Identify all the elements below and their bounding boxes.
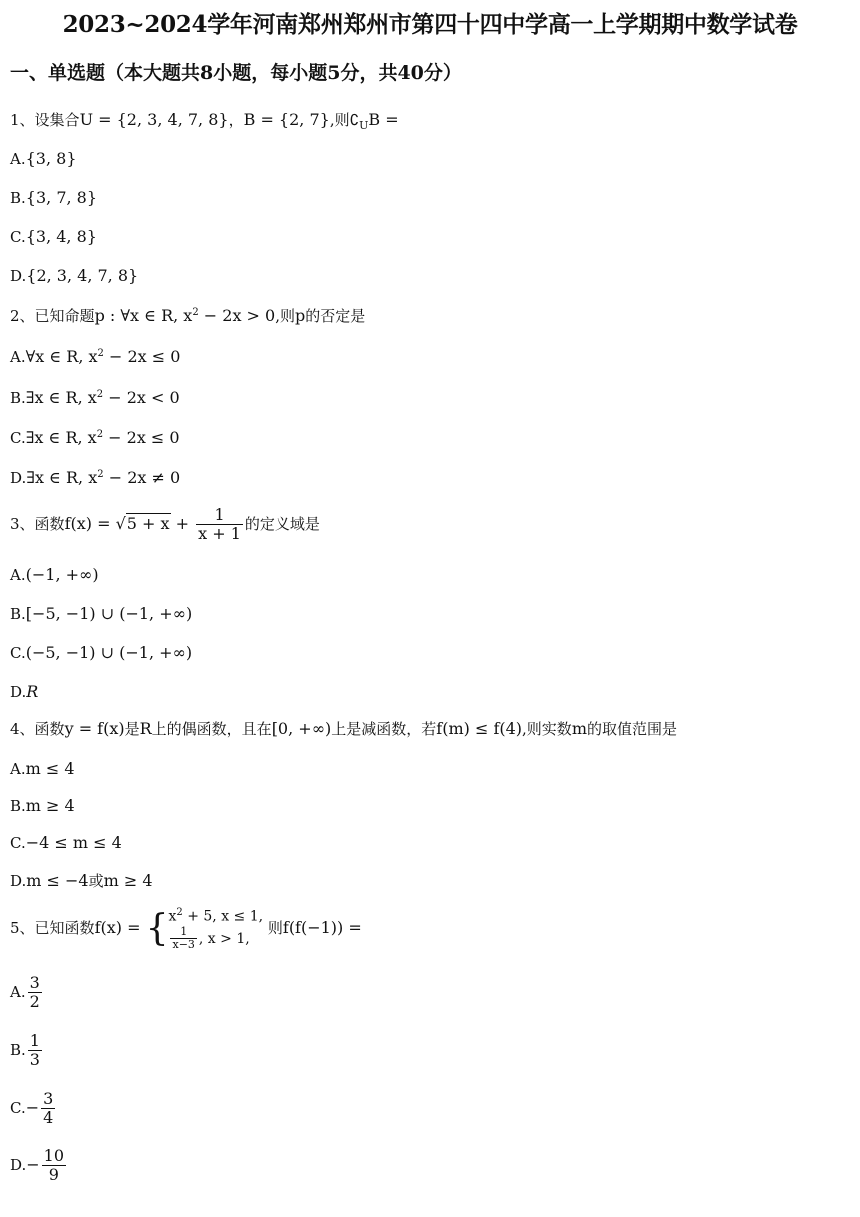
option-letter: A.	[10, 982, 26, 1001]
option-letter: D.	[10, 872, 27, 890]
option-letter: D.	[10, 1155, 27, 1174]
math-expression: U = {2, 3, 4, 7, 8}	[79, 110, 229, 129]
math-superscript: 2	[96, 389, 104, 400]
math-expression: [0, +∞)	[271, 719, 332, 738]
option-value: {3, 8}	[25, 149, 77, 168]
option-letter: C.	[10, 228, 26, 246]
option-value: (−1, +∞)	[25, 565, 99, 584]
option-letter: C.	[10, 429, 26, 447]
option-value: m ≤ 4	[25, 759, 75, 778]
question-number: 3、	[10, 514, 35, 533]
math-superscript: 2	[192, 307, 199, 318]
option-2d[interactable]	[10, 468, 180, 487]
case-expression: + 5, x ≤ 1,	[182, 908, 264, 925]
option-connector: 或	[88, 872, 104, 890]
option-3a[interactable]	[10, 565, 99, 584]
fraction-denominator: 4	[43, 1108, 54, 1128]
option-3b[interactable]	[10, 604, 192, 623]
fraction-numerator: 1	[170, 926, 196, 940]
section-heading: 一、单选题（本大题共8小题，每小题5分，共40分）	[10, 62, 462, 84]
question-1-stem	[10, 110, 399, 132]
option-letter: A.	[10, 150, 26, 168]
option-letter: B.	[10, 1040, 26, 1059]
option-2b[interactable]	[10, 388, 180, 407]
option-value: m ≤ −4	[26, 871, 89, 890]
option-1d[interactable]	[10, 266, 138, 285]
option-5c[interactable]	[10, 1090, 57, 1128]
question-number: 4、	[10, 720, 35, 738]
math-expression: f(m) ≤ f(4)	[436, 719, 523, 738]
option-value: m ≥ 4	[103, 871, 153, 890]
option-sign: −	[25, 1097, 40, 1117]
option-1b[interactable]	[10, 188, 97, 207]
option-4d[interactable]	[10, 871, 153, 890]
question-3-stem	[10, 506, 320, 544]
math-expression: f(x) =	[94, 918, 146, 938]
option-value: ∃x ∈ R, x	[25, 388, 97, 407]
option-letter: B.	[10, 389, 26, 407]
math-superscript: 2	[96, 429, 104, 440]
option-1c[interactable]	[10, 227, 97, 246]
sqrt-expression: √5 + x	[115, 513, 170, 533]
math-superscript: 2	[97, 469, 104, 480]
option-value: ∃x ∈ R, x	[26, 468, 98, 487]
fraction-denominator: x−3	[172, 938, 195, 952]
stem-text: ,则	[275, 307, 296, 325]
piecewise-cases	[168, 906, 263, 952]
question-number: 2、	[10, 307, 35, 325]
question-2-stem	[10, 306, 365, 325]
math-operator: +	[170, 513, 195, 533]
option-letter: D.	[10, 267, 27, 285]
question-number: 5、	[10, 919, 35, 938]
option-letter: C.	[10, 1098, 26, 1117]
case-2	[168, 926, 263, 952]
question-5-stem	[10, 906, 362, 952]
stem-text: 的定义域是	[244, 514, 320, 533]
math-superscript: 2	[97, 348, 104, 359]
option-letter: B.	[10, 189, 26, 207]
radicand: 5 + x	[126, 513, 170, 533]
option-value: − 2x ≤ 0	[103, 428, 180, 447]
option-letter: D.	[10, 683, 27, 701]
fraction	[28, 974, 42, 1012]
fraction	[196, 506, 243, 544]
math-expression: y = f(x)	[64, 719, 125, 738]
option-letter: A.	[10, 760, 26, 778]
math-expression: B = {2, 7}	[243, 110, 330, 129]
option-value: − 2x ≠ 0	[103, 468, 181, 487]
option-1a[interactable]	[10, 149, 77, 168]
math-expression: p	[295, 306, 306, 325]
stem-text: 已知命题	[34, 307, 95, 325]
fraction-denominator: 9	[48, 1165, 59, 1185]
option-3c[interactable]	[10, 643, 192, 662]
math-expression: R	[139, 719, 152, 738]
question-4-stem	[10, 719, 677, 738]
fraction-numerator: 1	[196, 506, 243, 525]
fraction-numerator: 10	[43, 1146, 65, 1165]
stem-text: 上的偶函数，且在	[151, 720, 272, 738]
option-value: [−5, −1) ∪ (−1, +∞)	[25, 604, 193, 623]
fraction-denominator: x + 1	[198, 524, 241, 544]
option-value: {2, 3, 4, 7, 8}	[26, 266, 139, 285]
stem-text: 已知函数	[34, 919, 95, 938]
fraction-numerator: 3	[43, 1089, 54, 1108]
case-expression: x	[168, 908, 177, 925]
case-1	[168, 906, 263, 926]
option-value: (−5, −1) ∪ (−1, +∞)	[25, 643, 193, 662]
option-value: −4 ≤ m ≤ 4	[25, 833, 122, 852]
option-5b[interactable]	[10, 1032, 44, 1070]
stem-text: ,则实数	[522, 720, 572, 738]
stem-text: 是	[124, 720, 140, 738]
option-value: {3, 4, 8}	[25, 227, 97, 246]
option-4a[interactable]	[10, 759, 75, 778]
fraction-denominator: 2	[29, 992, 40, 1012]
stem-text: 设集合	[34, 111, 80, 129]
fraction-numerator: 1	[29, 1031, 40, 1050]
math-expression: f(f(−1)) =	[282, 918, 362, 938]
option-letter: C.	[10, 644, 26, 662]
option-value: − 2x < 0	[103, 388, 180, 407]
option-4c[interactable]	[10, 833, 122, 852]
math-expression: B =	[368, 110, 399, 129]
option-4b[interactable]	[10, 796, 75, 815]
exam-title: 2023~2024学年河南郑州郑州市第四十四中学高一上学期期中数学试卷	[62, 11, 798, 38]
option-2a[interactable]	[10, 347, 180, 366]
fraction-denominator: 3	[29, 1050, 40, 1070]
option-5a[interactable]	[10, 974, 44, 1012]
option-value: m ≥ 4	[25, 796, 75, 815]
option-2c[interactable]	[10, 428, 180, 447]
stem-text: ，	[228, 111, 244, 129]
math-expression: f(x) =	[64, 513, 116, 533]
stem-text: ,则∁	[329, 111, 360, 129]
fraction	[42, 1147, 66, 1185]
math-expression: p : ∀x ∈ R, x	[94, 306, 193, 325]
case-expression: , x > 1,	[198, 930, 250, 947]
option-3d[interactable]	[10, 682, 38, 701]
option-value: ∀x ∈ R, x	[25, 347, 98, 366]
math-subscript: U	[359, 119, 369, 132]
option-value: {3, 7, 8}	[25, 188, 98, 207]
option-letter: A.	[10, 348, 26, 366]
stem-text: 函数	[34, 720, 65, 738]
fraction	[28, 1032, 42, 1070]
question-number: 1、	[10, 111, 35, 129]
option-value: − 2x ≤ 0	[103, 347, 181, 366]
math-superscript: 2	[176, 907, 183, 918]
stem-text: 函数	[34, 514, 65, 533]
option-letter: B.	[10, 797, 26, 815]
fraction-numerator: 3	[29, 973, 40, 992]
option-letter: A.	[10, 566, 26, 584]
option-value: R	[26, 682, 39, 701]
stem-text: 上是减函数，若	[331, 720, 437, 738]
option-letter: D.	[10, 469, 27, 487]
fraction	[170, 926, 196, 952]
math-expression: − 2x > 0	[198, 306, 276, 325]
option-letter: C.	[10, 834, 26, 852]
stem-text: 则	[267, 919, 283, 938]
option-value: ∃x ∈ R, x	[25, 428, 97, 447]
stem-text: 的否定是	[305, 307, 366, 325]
math-expression: m	[571, 719, 587, 738]
option-sign: −	[26, 1154, 40, 1174]
fraction	[41, 1090, 55, 1128]
option-5d[interactable]	[10, 1147, 68, 1185]
option-letter: B.	[10, 605, 26, 623]
stem-text: 的取值范围是	[586, 720, 677, 738]
left-brace: {	[145, 908, 169, 950]
